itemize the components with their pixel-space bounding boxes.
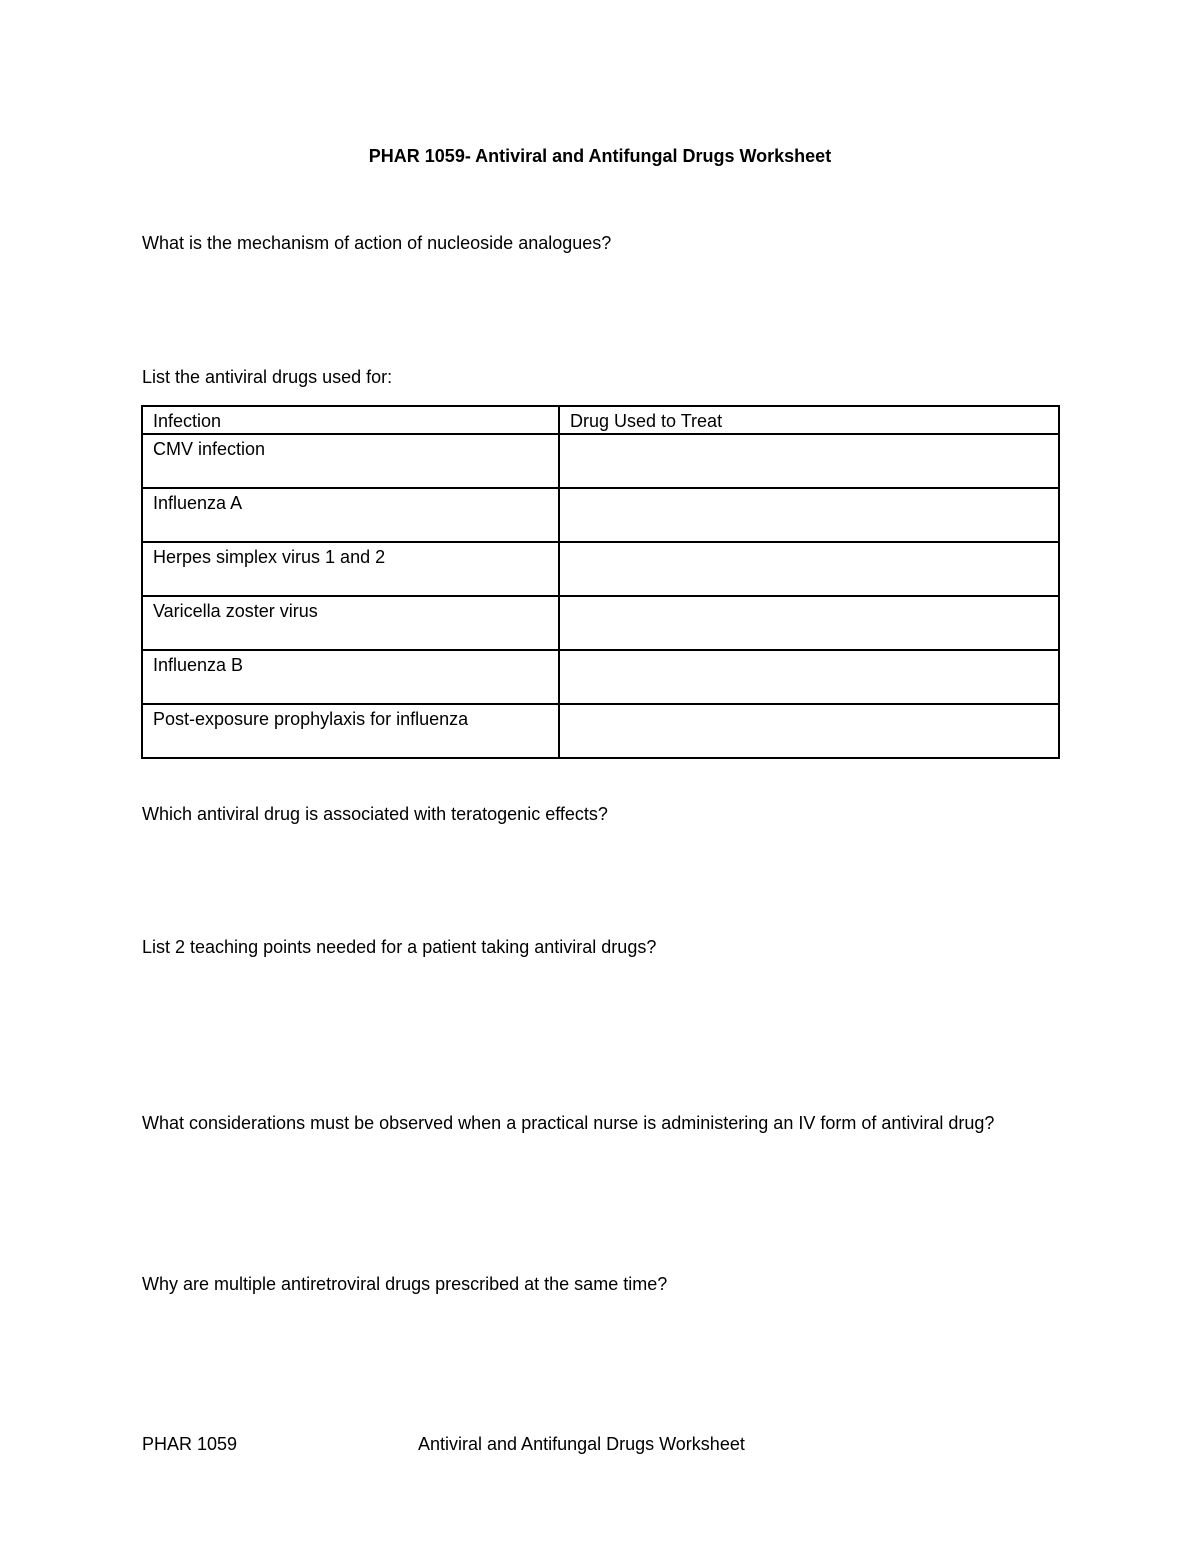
table-row — [142, 650, 1059, 704]
infection-cell: Influenza B — [142, 650, 559, 704]
question-teaching-points: List 2 teaching points needed for a patient taking antiviral drugs? — [142, 937, 657, 957]
question-teratogenic-drug: Which antiviral drug is associated with teratogenic effects? — [142, 804, 608, 824]
footer-document-title: Antiviral and Antifungal Drugs Worksheet — [418, 1434, 745, 1454]
question-iv-administration: What considerations must be observed when a practical nurse is administering an IV form of antiviral drug? — [142, 1113, 995, 1133]
infection-cell: CMV infection — [142, 434, 559, 488]
table-row — [142, 596, 1059, 650]
drug-answer-cell[interactable] — [559, 434, 1059, 488]
drug-answer-cell[interactable] — [559, 488, 1059, 542]
footer-course-code: PHAR 1059 — [142, 1434, 238, 1454]
question-multiple-antiretrovirals: Why are multiple antiretroviral drugs prescribed at the same time? — [142, 1274, 668, 1294]
table-row — [142, 704, 1059, 758]
drug-answer-cell[interactable] — [559, 704, 1059, 758]
table-row — [142, 434, 1059, 488]
infection-drug-table — [141, 405, 1060, 759]
infection-cell: Varicella zoster virus — [142, 596, 559, 650]
question-mechanism-of-action: What is the mechanism of action of nucleoside analogues? — [142, 233, 612, 253]
drug-answer-cell[interactable] — [559, 596, 1059, 650]
page-title: PHAR 1059- Antiviral and Antifungal Drugs Worksheet — [368, 146, 832, 166]
table-row — [142, 488, 1059, 542]
table-header-row — [142, 406, 1059, 434]
infection-cell: Influenza A — [142, 488, 559, 542]
infection-cell: Herpes simplex virus 1 and 2 — [142, 542, 559, 596]
drug-answer-cell[interactable] — [559, 542, 1059, 596]
table-header-drug: Drug Used to Treat — [559, 406, 1059, 434]
drug-answer-cell[interactable] — [559, 650, 1059, 704]
infection-cell: Post-exposure prophylaxis for influenza — [142, 704, 559, 758]
question-list-antiviral-drugs: List the antiviral drugs used for: — [142, 367, 393, 387]
table-header-infection: Infection — [142, 406, 559, 434]
table-row — [142, 542, 1059, 596]
